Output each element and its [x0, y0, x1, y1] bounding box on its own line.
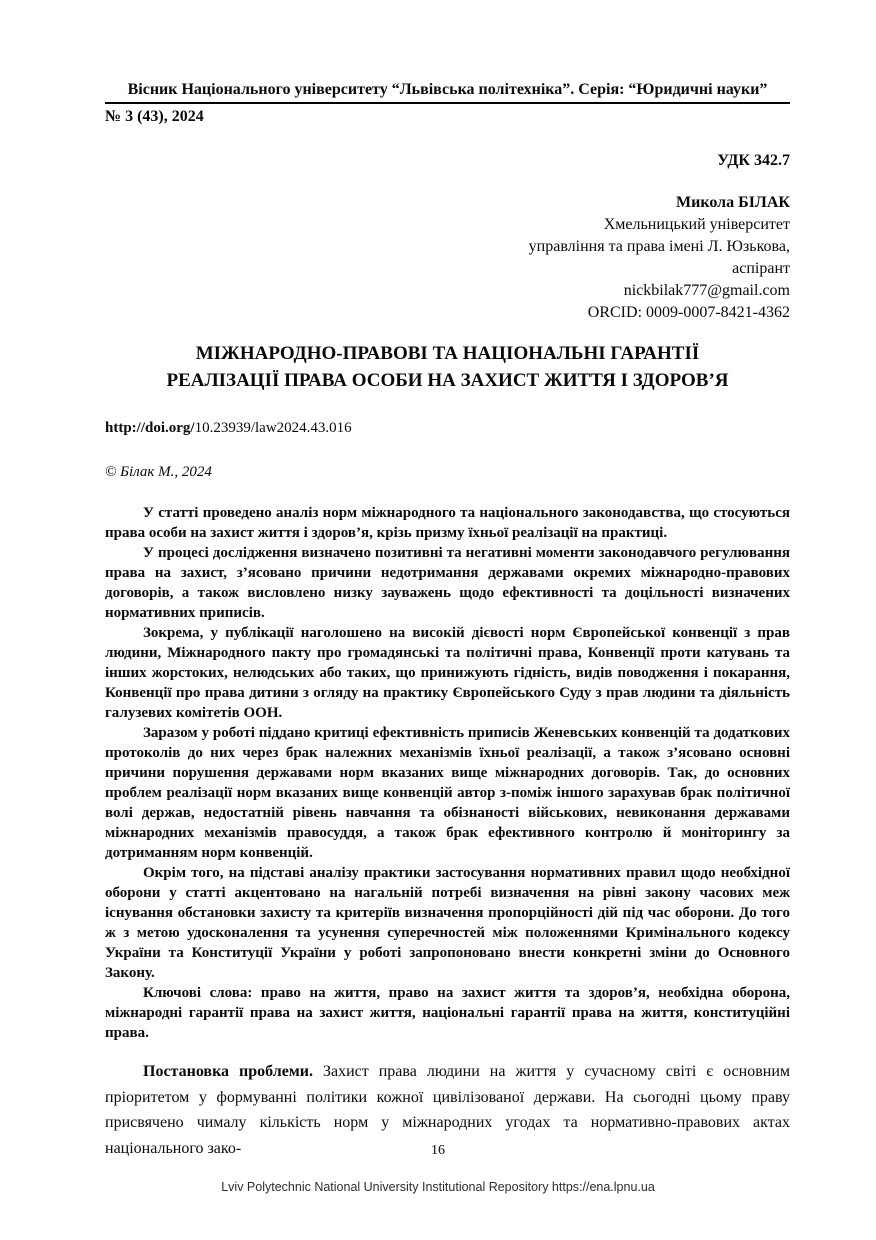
author-email[interactable]: nickbilak777@gmail.com — [623, 282, 790, 299]
abstract-block — [105, 503, 790, 1043]
keywords-paragraph: Ключові слова: право на життя, право на захист життя та здоров’я, необхідна оборона, міжнародні гарантії права на захист життя, національні гарантії права на життя, конституційні права. — [105, 985, 790, 1041]
running-head-issue-number: № 3 (43), 2024 — [105, 108, 204, 125]
section-label-problem-statement: Постановка проблеми. — [143, 1063, 313, 1080]
abstract-paragraph: Заразом у роботі піддано критиці ефективність приписів Женевських конвенцій та додаткових протоколів до них через брак належних механізмів їхньої реалізації, а також з’ясовано основні причини порушення державами норм вказаних вище міжнародних договорів. Так, до основних проблем реалізації норм вказаних вище конвенцій автор з-поміж іншого зарахував брак політичної волі держав, недостатній рівень навчання та обізнаності військових, невиконання державами міжнародних механізмів правосуддя, а також брак ефективного контролю й моніторингу за дотриманням норм конвенцій. — [105, 725, 790, 861]
abstract-paragraph: У процесі дослідження визначено позитивні та негативні моменти законодавчого регулювання права на захист, з’ясовано причини недотримання державами окремих міжнародно-правових договорів, а також висловлено низку зауважень щодо ефективності та доцільності визначених нормативних приписів. — [105, 545, 790, 621]
page-number: 16 — [431, 1143, 445, 1158]
author-position: аспірант — [732, 260, 790, 277]
abstract-paragraph: У статті проведено аналіз норм міжнародного та національного законодавства, що стосуються права особи на захист життя і здоров’я, крізь призму їхньої реалізації на практиці. — [105, 505, 790, 541]
author-orcid: ORCID: 0009-0007-8421-4362 — [587, 304, 790, 321]
body-lead-text: Захист права людини на життя у сучасному світі є основним пріоритетом у формуванні політики кожної цивілізованої держави. На сьогодні цьому праву присвячено чималу кількість норм у міжнародних угодах та нормативно-правових актах національного зако- — [105, 1063, 790, 1157]
abstract-paragraph: Зокрема, у публікації наголошено на високій дієвості норм Європейської конвенції з прав людини, Міжнародного пакту про громадянські та політичні права, Конвенції проти катувань та інших жорстоких, нелюдських або таких, що принижують гідність, видів поводження і покарання, Конвенції про права дитини з огляду на практику Європейського Суду з прав людини та діяльність галузевих комітетів ООН. — [105, 625, 790, 721]
copyright-notice: © Білак М., 2024 — [105, 464, 212, 480]
udc-code: УДК 342.7 — [717, 152, 790, 169]
author-affiliation-line: Хмельницький університет — [603, 216, 790, 233]
doi-value[interactable]: 10.23939/law2024.43.016 — [194, 420, 352, 436]
doi-prefix: http://doi.org/ — [105, 420, 195, 436]
article-title-line: МІЖНАРОДНО-ПРАВОВІ ТА НАЦІОНАЛЬНІ ГАРАНТІЇ — [195, 343, 700, 364]
running-head-journal-title: Вісник Національного університету “Львівська політехніка”. Серія: “Юридичні науки” — [105, 80, 790, 104]
abstract-paragraph: Окрім того, на підставі аналізу практики застосування нормативних правил щодо необхідної оборони у статті акцентовано на нагальній потребі визначення на рівні закону часових меж існування обстановки захисту та критеріїв визначення пропорційності дій під час оборони. До того ж з метою удосконалення та усунення суперечностей між положеннями Кримінального кодексу України та Конституції України у роботі запропоновано внести конкретні зміни до Основного Закону. — [105, 865, 790, 981]
author-affiliation-line: управління та права імені Л. Юзькова, — [528, 238, 790, 255]
author-block — [105, 192, 790, 324]
doi-line[interactable] — [105, 420, 790, 437]
author-name: Микола БІЛАК — [676, 194, 790, 211]
repository-footer-line: Lviv Polytechnic National University Institutional Repository https://ena.lpnu.ua — [221, 1180, 655, 1194]
article-title — [105, 340, 790, 394]
article-title-line: РЕАЛІЗАЦІЇ ПРАВА ОСОБИ НА ЗАХИСТ ЖИТТЯ І ЗДОРОВ’Я — [166, 370, 729, 391]
